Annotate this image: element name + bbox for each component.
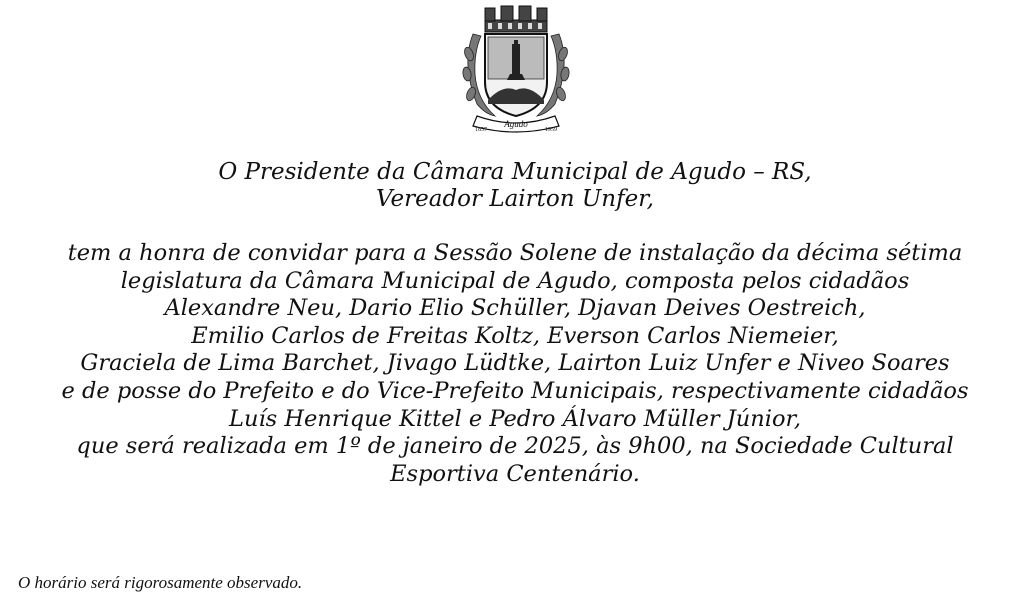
body-line: Emilio Carlos de Freitas Koltz, Everson Carlos Niemeier, xyxy=(191,322,839,349)
municipal-coat-of-arms xyxy=(455,4,577,134)
body-line: tem a honra de convidar para a Sessão Solene de instalação da décima sétima xyxy=(67,240,963,266)
body-line: e de posse do Prefeito e do Vice-Prefeito Municipais, respectivamente cidadãos xyxy=(61,377,969,404)
body-line: Alexandre Neu, Dario Elio Schüller, Djavan Deives Oestreich, xyxy=(164,295,866,322)
body-line: legislatura da Câmara Municipal de Agudo, composta pelos cidadãos xyxy=(120,267,910,294)
invitation-heading-line-1: O Presidente da Câmara Municipal de Agudo – RS, xyxy=(218,159,812,185)
body-line: Graciela de Lima Barchet, Jivago Lüdtke, Lairton Luiz Unfer e Niveo Soares xyxy=(80,350,950,377)
crest-name: Agudo xyxy=(504,119,528,129)
body-line: Luís Henrique Kittel e Pedro Álvaro Müller Júnior, xyxy=(229,405,801,432)
invitation-body xyxy=(0,240,1030,488)
crest-year-right: 1959 xyxy=(545,127,557,133)
body-line: Esportiva Centenário. xyxy=(390,460,640,487)
invitation-heading-line-2: Vereador Lairton Unfer, xyxy=(376,186,654,212)
footnote: O horário será rigorosamente observado. xyxy=(18,573,303,592)
mural-crown xyxy=(485,6,547,32)
body-line: que será realizada em 1º de janeiro de 2025, às 9h00, na Sociedade Cultural xyxy=(76,433,954,460)
crest-year-left: 1857 xyxy=(475,127,487,133)
